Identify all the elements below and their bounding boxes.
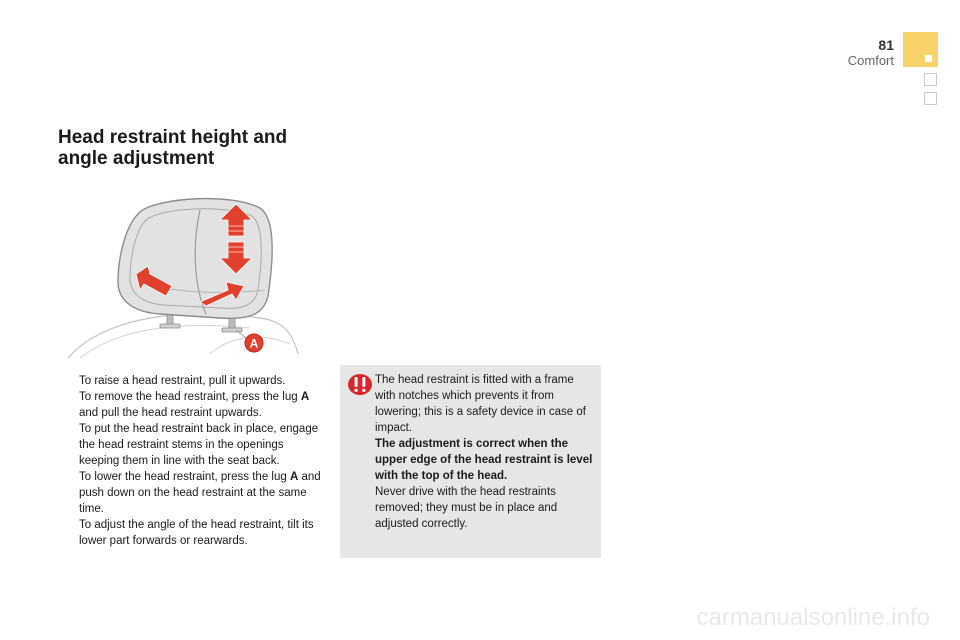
instruction-item: To raise a head restraint, pull it upwards. (79, 375, 286, 387)
warning-text-bold: The adjustment is correct when the upper edge of the head restraint is level with the top of the head. (375, 438, 593, 482)
section-title: Comfort (847, 53, 894, 68)
title-line-2: angle adjustment (58, 148, 215, 169)
label-a: A (249, 336, 259, 351)
nav-square-1[interactable] (924, 73, 937, 86)
warning-icon (347, 373, 373, 396)
instruction-item: To put the head restraint back in place, engage the head restraint stems in the openings keeping them in line with the seat back. (79, 423, 319, 467)
page-title (58, 127, 358, 169)
warning-text-2: Never drive with the head restraints removed; they must be in place and adjusted correctly. (375, 486, 558, 530)
warning-text-1: The head restraint is fitted with a frame with notches which prevents it from lowering; this is a safety device in case of impact. (375, 374, 586, 434)
watermark: carmanualsonline.info (696, 604, 930, 631)
section-tab-marker (925, 55, 932, 62)
instruction-item: To adjust the angle of the head restraint, tilt its lower part forwards or rearwards. (79, 519, 314, 547)
nav-square-2[interactable] (924, 92, 937, 105)
warning-text (375, 372, 597, 532)
page-number: 81 (878, 37, 894, 53)
section-tab[interactable] (903, 32, 938, 67)
instruction-item: To remove the head restraint, press the lug A and pull the head restraint upwards. (79, 391, 310, 419)
instruction-item: To lower the head restraint, press the lug A and push down on the head restraint at the same time. (79, 471, 321, 515)
instruction-list (60, 373, 322, 549)
head-restraint-illustration (60, 186, 310, 362)
title-line-1: Head restraint height and (58, 127, 288, 148)
warning-box (340, 365, 601, 558)
